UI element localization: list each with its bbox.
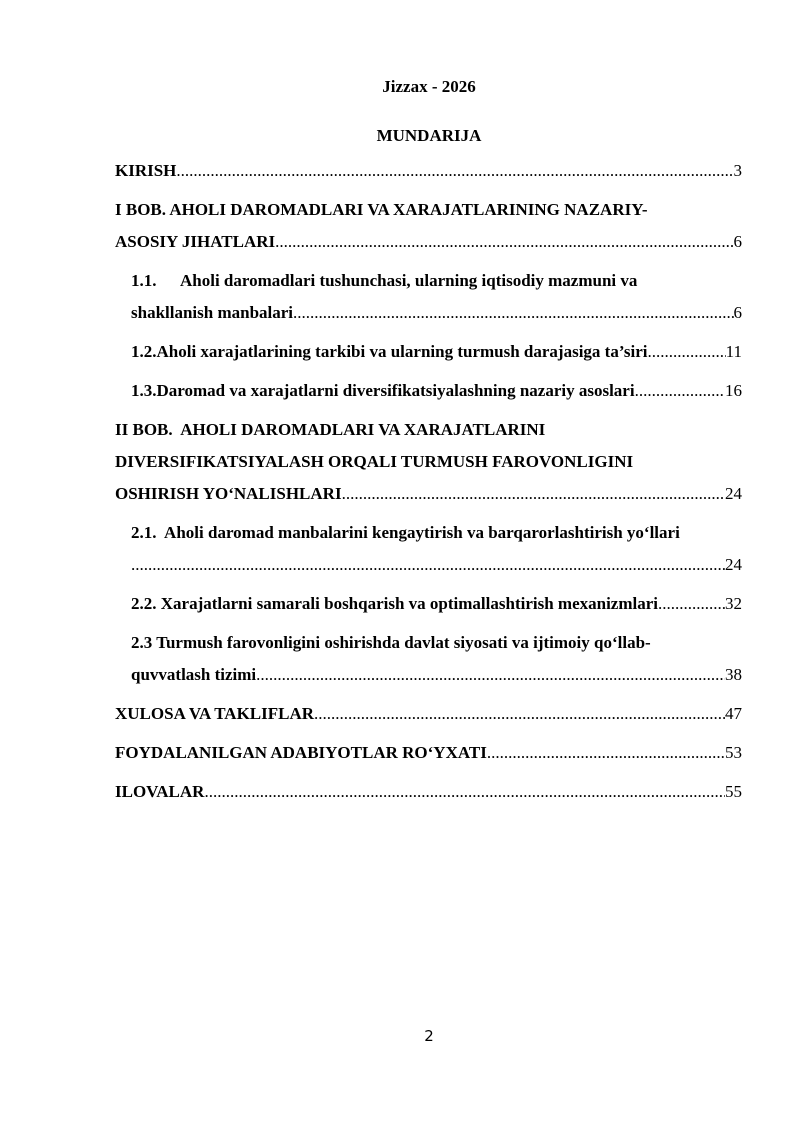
toc-entry-line <box>131 297 742 329</box>
dot-leader <box>131 549 725 581</box>
toc-page-number: 16 <box>725 381 742 400</box>
toc-entry-line <box>115 698 742 730</box>
toc-entry-line <box>131 549 742 581</box>
toc-entry-line <box>115 446 742 478</box>
toc-entry-line <box>131 588 742 620</box>
dot-leader <box>487 737 725 769</box>
page-number: 2 <box>424 1027 434 1045</box>
dot-leader <box>176 155 733 187</box>
toc-entry-title-line3: OSHIRISH YO‘NALISHLARI <box>115 484 342 503</box>
toc-page-number: 38 <box>725 665 742 684</box>
toc-entry-title-line2: quvvatlash tizimi <box>131 665 257 684</box>
toc-entry-line <box>131 336 742 368</box>
toc-entry-line <box>131 627 742 659</box>
dot-leader <box>658 588 725 620</box>
toc-page-number: 55 <box>725 782 742 801</box>
toc-entry-line <box>115 414 742 446</box>
toc-entry-chapter-2[interactable] <box>115 414 742 510</box>
toc-entry-title: Aholi xarajatlarining tarkibi va ularning turmush darajasiga ta’siri <box>156 342 648 361</box>
toc-entry-title: FOYDALANILGAN ADABIYOTLAR RO‘YXATI <box>115 743 487 762</box>
toc-page-number: 32 <box>725 594 742 613</box>
toc-entry-appendices[interactable] <box>115 776 742 808</box>
toc-entry-line <box>131 375 742 407</box>
table-of-contents <box>115 155 742 815</box>
toc-page-number: 47 <box>725 704 742 723</box>
toc-entry-section-2-3[interactable] <box>115 627 742 691</box>
toc-entry-title: Daromad va xarajatlarni diversifikatsiyalashning nazariy asoslari <box>156 381 635 400</box>
dot-leader <box>342 478 725 510</box>
dot-leader <box>293 297 733 329</box>
toc-entry-title-line2: DIVERSIFIKATSIYALASH ORQALI TURMUSH FAROVONLIGINI <box>115 452 634 471</box>
toc-page-number: 3 <box>733 161 742 180</box>
toc-entry-title-line2: ASOSIY JIHATLARI <box>115 232 276 251</box>
toc-entry-chapter-1[interactable] <box>115 194 742 258</box>
toc-entry-references[interactable] <box>115 737 742 769</box>
toc-entry-kirish[interactable] <box>115 155 742 187</box>
toc-section-number: 1.1. <box>131 271 157 290</box>
dot-leader <box>256 659 725 691</box>
toc-entry-line <box>131 517 742 549</box>
toc-entry-line <box>115 155 742 187</box>
toc-entry-section-2-2[interactable] <box>115 588 742 620</box>
toc-entry-line <box>115 478 742 510</box>
toc-section-number: 1.2. <box>131 342 157 361</box>
toc-entry-title: KIRISH <box>115 161 177 180</box>
toc-title: MUNDARIJA <box>376 126 482 145</box>
document-header-location-year: Jizzax - 2026 <box>382 77 476 96</box>
toc-entry-section-1-2[interactable] <box>115 336 742 368</box>
toc-entry-title: 2.2. Xarajatlarni samarali boshqarish va optimallashtirish mexanizmlari <box>131 594 658 613</box>
toc-entry-line <box>115 737 742 769</box>
toc-entry-title-line2: shakllanish manbalari <box>131 303 294 322</box>
toc-section-number: 1.3. <box>131 381 157 400</box>
toc-entry-line <box>115 194 742 226</box>
toc-entry-conclusion[interactable] <box>115 698 742 730</box>
toc-page-number: 24 <box>725 555 742 574</box>
toc-page-number: 6 <box>733 232 742 251</box>
toc-entry-section-1-3[interactable] <box>115 375 742 407</box>
dot-leader <box>204 776 725 808</box>
toc-entry-title-line1: Aholi daromadlari tushunchasi, ularning iqtisodiy mazmuni va <box>180 271 638 290</box>
toc-page-number: 11 <box>725 342 742 361</box>
toc-page-number: 53 <box>725 743 742 762</box>
toc-entry-line <box>131 659 742 691</box>
toc-page-number: 24 <box>725 484 742 503</box>
dot-leader <box>275 226 733 258</box>
toc-entry-title: XULOSA VA TAKLIFLAR <box>115 704 315 723</box>
toc-entry-title: ILOVALAR <box>115 782 205 801</box>
toc-page-number: 6 <box>733 303 742 322</box>
toc-entry-title-line1: 2.1. Aholi daromad manbalarini kengaytirish va barqarorlashtirish yo‘llari <box>131 523 680 542</box>
dot-leader <box>314 698 725 730</box>
toc-entry-title-line1: II BOB. AHOLI DAROMADLARI VA XARAJATLARINI <box>115 420 546 439</box>
toc-entry-line <box>131 265 742 297</box>
dot-leader <box>647 336 725 368</box>
dot-leader <box>635 375 725 407</box>
toc-entry-title-line1: 2.3 Turmush farovonligini oshirishda davlat siyosati va ijtimoiy qo‘llab- <box>131 633 651 652</box>
toc-entry-line <box>115 776 742 808</box>
toc-entry-section-2-1[interactable] <box>115 517 742 581</box>
toc-entry-line <box>115 226 742 258</box>
toc-entry-section-1-1[interactable] <box>115 265 742 329</box>
toc-entry-title-line1: I BOB. AHOLI DAROMADLARI VA XARAJATLARINING NAZARIY- <box>115 200 648 219</box>
